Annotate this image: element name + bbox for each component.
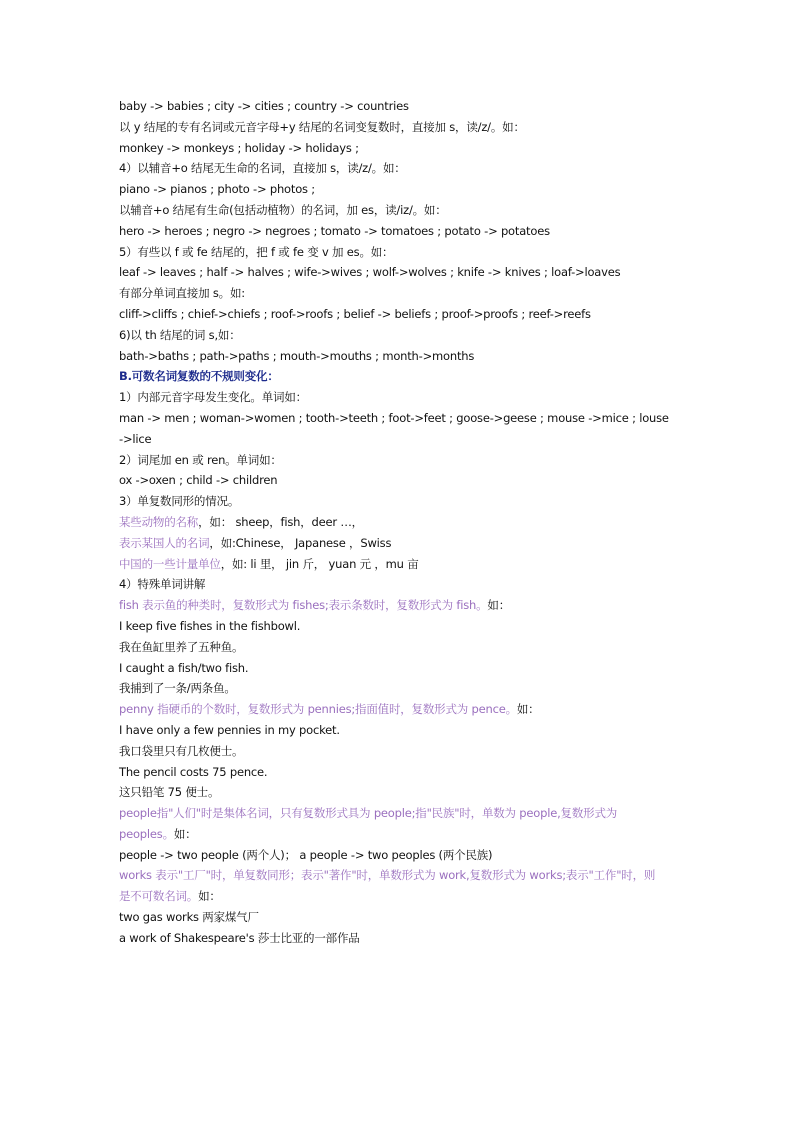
text-line: two gas works 两家煤气厂: [119, 910, 259, 925]
text-line: [119, 886, 719, 907]
highlight-term: 表示某国人的名词: [119, 535, 210, 550]
text-line: 2）词尾加 en 或 ren。单词如：: [119, 452, 282, 467]
highlight-term: penny 指硬币的个数时，复数形式为 pennies;指面值时，复数形式为 pence。: [119, 702, 517, 717]
text-line: 5）有些以 f 或 fe 结尾的，把 f 或 fe 变 v 加 es。如：: [119, 244, 394, 259]
text-span: 如：: [487, 598, 510, 613]
highlight-text-line: works 表示"工厂"时，单复数同形；表示"著作"时，单数形式为 work,复数形式为 works;表示"工作"时，则: [119, 868, 656, 883]
text-span: 如：: [516, 702, 540, 717]
text-line: 3）单复数同形的情况。: [119, 494, 240, 509]
text-line: 我捕到了一条/两条鱼。: [119, 681, 236, 696]
text-line: 以辅音+o 结尾有生命(包括动植物）的名词，加 es，读/iz/。如：: [119, 202, 447, 217]
text-line: 我在鱼缸里养了五种鱼。: [119, 639, 244, 654]
text-line: I have only a few pennies in my pocket.: [119, 722, 340, 737]
text-line: 4）特殊单词讲解: [119, 577, 206, 592]
highlight-term: 某些动物的名称: [119, 514, 199, 529]
text-line: people -> two people (两个人)； a people -> two peoples (两个民族): [119, 847, 493, 862]
highlight-term: fish 表示鱼的种类时，复数形式为 fishes;表示条数时，复数形式为 fish。: [119, 598, 488, 613]
text-line: 6)以 th 结尾的词 s,如：: [119, 327, 241, 342]
text-line: a work of Shakespeare's 莎士比亚的一部作品: [119, 930, 360, 945]
highlight-term: 是不可数名词。: [119, 889, 199, 904]
text-line: 4）以辅音+o 结尾无生命的名词，直接加 s，读/z/。如：: [119, 161, 406, 176]
text-line: leaf -> leaves ; half -> halves ; wife->wives ; wolf->wolves ; knife -> knives ; loaf->loaves: [119, 265, 621, 280]
text-span: ，如： sheep，fish，deer …，: [198, 514, 363, 529]
text-line: 我口袋里只有几枚便士。: [119, 743, 244, 758]
highlight-term: peoples。: [119, 826, 174, 841]
text-line: ox ->oxen ; child -> children: [119, 473, 278, 488]
text-line: man -> men ; woman->women ; tooth->teeth ; foot->feet ; goose->geese ; mouse ->mice ; louse: [119, 410, 669, 425]
text-line: The pencil costs 75 pence.: [119, 764, 268, 779]
text-line: [119, 512, 719, 533]
text-line: ->lice: [119, 431, 152, 446]
text-line: 以 y 结尾的专有名词或元音字母+y 结尾的名词变复数时，直接加 s，读/z/。如：: [119, 119, 525, 134]
text-line: I keep five fishes in the fishbowl.: [119, 618, 301, 633]
text-line: piano -> pianos ; photo -> photos ;: [119, 182, 315, 197]
text-line: [119, 533, 719, 554]
section-heading: B.可数名词复数的不规则变化：: [119, 369, 279, 384]
text-line: I caught a fish/two fish.: [119, 660, 249, 675]
text-line: hero -> heroes ; negro -> negroes ; tomato -> tomatoes ; potato -> potatoes: [119, 223, 550, 238]
document-body: [119, 96, 719, 949]
text-line: bath->baths ; path->paths ; mouth->mouths ; month->months: [119, 348, 475, 363]
text-line: 这只铅笔 75 便士。: [119, 785, 220, 800]
text-line: 1）内部元音字母发生变化。单词如：: [119, 390, 307, 405]
text-line: [119, 595, 719, 616]
text-span: 如：: [173, 826, 197, 841]
text-line: monkey -> monkeys ; holiday -> holidays ;: [119, 140, 359, 155]
text-span: 如：: [198, 889, 221, 904]
text-line: [119, 699, 719, 720]
highlight-text-line: people指"人们"时是集体名词，只有复数形式具为 people;指"民族"时，单数为 people,复数形式为: [119, 806, 618, 821]
text-span: ，如:Chinese， Japanese ，Swiss: [209, 535, 392, 550]
text-line: cliff->cliffs ; chief->chiefs ; roof->roofs ; belief -> beliefs ; proof->proofs ; reef->reefs: [119, 306, 591, 321]
text-line: 有部分单词直接加 s。如:: [119, 286, 245, 301]
text-span: ，如: li 里， jin 斤， yuan 元 ，mu 亩: [220, 556, 419, 571]
text-line: [119, 824, 719, 845]
text-line: [119, 554, 719, 575]
highlight-term: 中国的一些计量单位: [119, 556, 221, 571]
text-line: baby -> babies ; city -> cities ; country -> countries: [119, 99, 409, 113]
